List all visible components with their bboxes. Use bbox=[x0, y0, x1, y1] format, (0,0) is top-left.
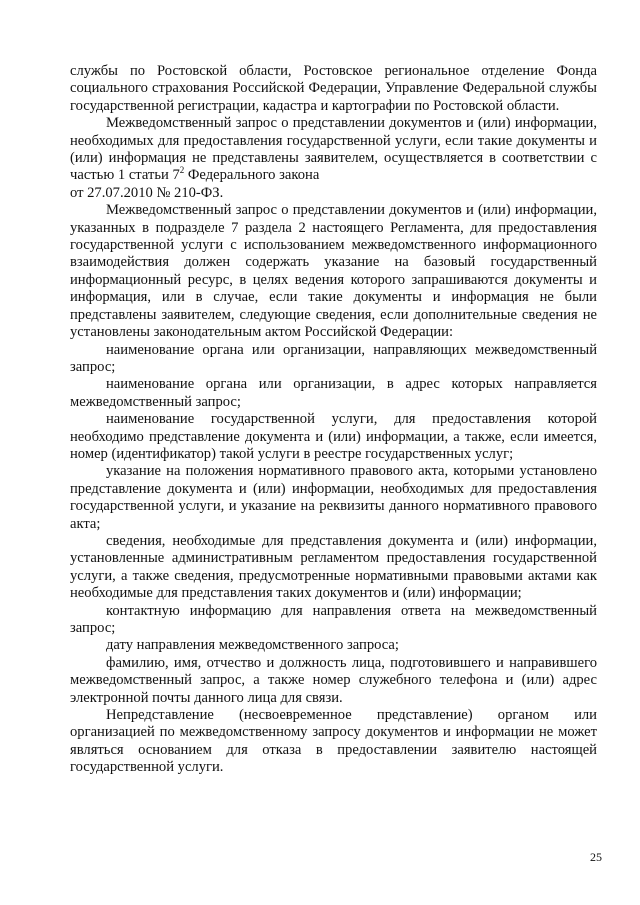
list-item-responsible-person: фамилию, имя, отчество и должность лица, подготовившего и направившего межведомственный запрос, а также номер служебного телефона и (или) адрес электронной почты данного лица для связи. bbox=[70, 654, 597, 706]
statute-article-superscript: 2 bbox=[179, 165, 185, 176]
document-body bbox=[70, 63, 597, 777]
list-item-request-date: дату направления межведомственного запроса; bbox=[106, 637, 399, 654]
list-item-requesting-body: наименование органа или организации, направляющих межведомственный запрос; bbox=[70, 341, 597, 375]
paragraph-non-submission: Непредставление (несвоевременное представление) органом или организацией по межведомственному запросу документов и информации не может являться основанием для отказа в предоставлении заявителю настоящей государственной услуги. bbox=[70, 707, 597, 776]
statute-text-before: Межведомственный запрос о представлении документов и (или) информации, необходимых для предоставления государственной услуги, если такие документы и (или) информация не представлены заявителем, осуществляется в соответствии с частью 1 статьи 7 bbox=[70, 115, 597, 184]
page-number: 25 bbox=[590, 850, 602, 864]
paragraph-request-contents: Межведомственный запрос о представлении документов и (или) информации, указанных в подразделе 7 раздела 2 настоящего Регламента, для предоставления государственной услуги с использованием межведомственного информационного взаимодействия должен содержать указание на базовый государственный информационный ресурс, в целях ведения которого запрашиваются документы и информация, или в случае, если такие документы и информация не были представлены заявителем, следующие сведения, если дополнительные сведения не установлены законодательным актом Российской Федерации: bbox=[70, 202, 597, 341]
list-item-legal-act: указание на положения нормативного правового акта, которыми установлено представление документа и (или) информации, необходимых для предоставления государственной услуги, и указание на реквизиты данного нормативного правового акта; bbox=[70, 463, 597, 532]
list-item-recipient-body: наименование органа или организации, в адрес которых направляется межведомственный запрос; bbox=[70, 376, 597, 410]
list-item-required-information: сведения, необходимые для представления документа и (или) информации, установленные административным регламентом предоставления государственной услуги, а также сведения, предусмотренные нормативными правовыми актами как необходимые для представления таких документов и (или) информации; bbox=[70, 532, 597, 602]
statute-law-reference: от 27.07.2010 № 210-ФЗ. bbox=[70, 184, 224, 201]
paragraph-continuation: службы по Ростовской области, Ростовское региональное отделение Фонда социального страхования Российской Федерации, Управление Федеральной службы государственной регистрации, кадастра и картографии по Ростовской области. bbox=[70, 63, 597, 114]
paragraph-interagency-request-basis bbox=[70, 115, 597, 202]
statute-text-after: Федерального закона bbox=[184, 167, 320, 184]
list-item-contact-information: контактную информацию для направления ответа на межведомственный запрос; bbox=[70, 602, 597, 636]
list-item-service-name: наименование государственной услуги, для предоставления которой необходимо представление документа и (или) информации, а также, если имеется, номер (идентификатор) такой услуги в реестре государственных услуг; bbox=[70, 411, 597, 462]
